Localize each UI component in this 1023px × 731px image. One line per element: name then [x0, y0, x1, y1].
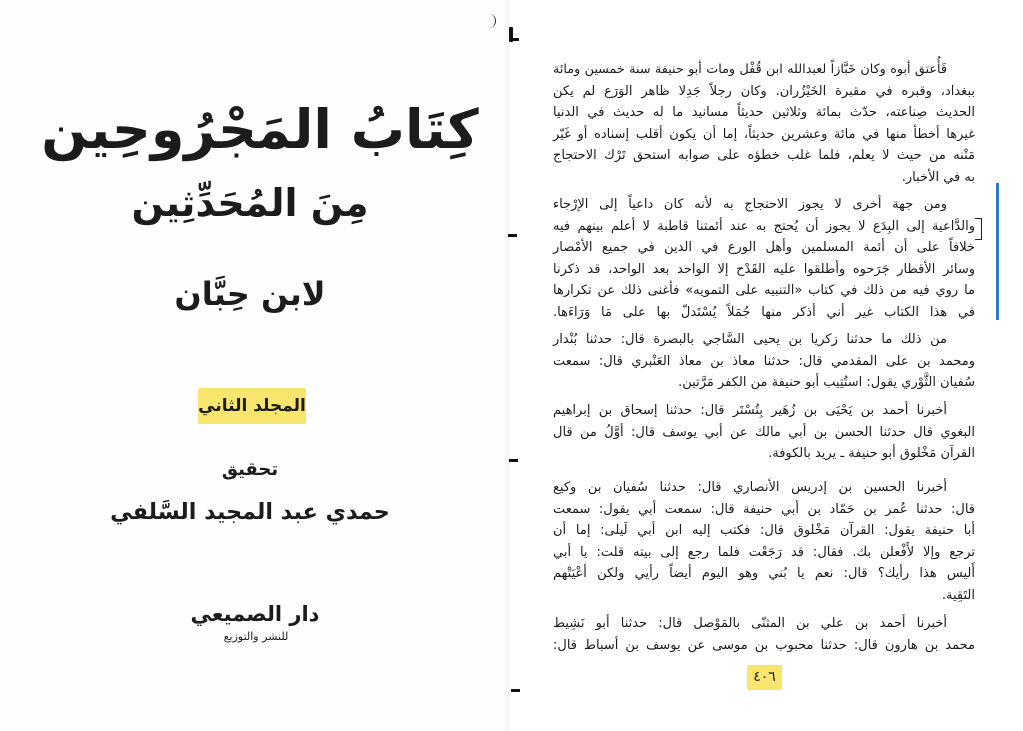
book-subtitle: مِنَ المُحَدِّثِين [131, 181, 369, 225]
text-line: سُفيان الثَّوْري يقول: استُتِيب أبو حنيفة من الكفر مَرَّتين. [678, 375, 975, 390]
scan-mark [509, 459, 518, 462]
paragraph [553, 400, 975, 465]
text-line: أخبرنا الحسين بن إدريس الأنصاري قال: حدثنا سُفيان بن وكيع [553, 480, 947, 495]
text-line: ومحمد بن على المقدمي قال: حدثنا معاذ بن معاذ العَنْبري قال: سمعت [553, 353, 975, 369]
paragraph [553, 194, 975, 323]
text-line: أَليس هذا رأيك؟ قال: نعم يا بُني وهو اليوم أيضاً رأيي ولكن أعْيَتْهم [553, 566, 975, 581]
text-line: فَأُعتق أبوه وكان خَبَّازاً لعبدالله ابن قُفْل ومات أبو حنيفة سنة خمسين ومائة [553, 62, 947, 77]
text-line: ببغداد، وقبره في مقبرة الخَيْزُران. وكان رجلاً جَدِلا ظاهر الوَرَع لم يكن [553, 83, 975, 99]
book-title: كِتَابُ المَجْرُوحِين [41, 98, 479, 161]
text-line: غيرها أخطأ منها في مائة وعشرين حديثاً، إما أن يكون أقلب إسناده أو غَيّر [553, 126, 975, 142]
text-line: القرآن مَخْلوق أبو حنيفة ـ يريد بالكوفة. [768, 446, 975, 461]
scan-mark [511, 689, 520, 692]
book-author: لابن حِبَّان [174, 275, 326, 313]
text-line: البغوي قال حدثنا الحسن بن أبي مالك عن أبي يوسف قال: أوَّلُ من قال [553, 424, 975, 440]
text-line: ومن جهة أخرى لا يجوز الاحتجاج به لأنه كان داعياً إلى الإرْجاء [553, 197, 947, 212]
text-line: مَتْنه من حيث لا يعلم، فلما غلب خطؤه على صوابه استحق تَرْك الاحتجاج [553, 148, 975, 163]
scan-mark [508, 234, 517, 237]
paragraph [553, 613, 975, 656]
paragraph [553, 329, 975, 394]
editor-name: حمدي عبد المجيد السَّلفي [110, 499, 390, 525]
scan-mark [511, 38, 519, 41]
page-number-highlight: ٤٠٦ [747, 665, 782, 690]
text-line: ترجع وإلا لأَفْعلن بك. فقال: قد رَجَعْت فلما رجع إلى بيته قلت: يا أبي [553, 544, 975, 560]
volume-highlight: المجلد الثاني [198, 388, 306, 424]
margin-bracket-mark [975, 218, 982, 240]
text-line: خلافاً على أن أئمة المسلمين وأهل الورع في الدين في جميع الأمْصار [553, 240, 975, 255]
publisher-tagline: للنشر والتوزيع [223, 630, 289, 643]
text-line: ما روي فيه من ذلك في كتاب «التنبيه على التمويه» فأغنى ذلك عن تكرارها [553, 283, 975, 298]
margin-annotation-line [996, 183, 999, 320]
text-line: به في الأخبار. [901, 169, 975, 185]
publisher-name: دار الصميعي [190, 602, 320, 626]
text-line: أخبرنا أحمد بن علي بن المثنّى بالمَوْصل قال: حدثنا أبو نَشِيط [553, 616, 947, 631]
text-line: الحديث صِناعته، حدّث بمائة وثلاثين حديثاً مسانيد ما له حديث في الدنيا [553, 105, 975, 120]
text-line: أبا حنيفة يقول: القرآن مَخْلوق قال: فكتب إليه ابن أبي لَيلى: إما أن [553, 523, 975, 538]
text-line: قال: حدثنا عُمر بن حَمّاد بن أبي حنيفة قال: سمعت أبي يقول: سمعت [553, 501, 975, 517]
text-line: من ذلك ما حدثنا زكريا بن يحيى السَّاجي بالبصرة قال: حدثنا بُنْدار [553, 332, 947, 347]
text-line: وسائر الأقطار جَرَحوه وأطلقوا عليه القَدْح إلا الواحد بعد الواحد، قد ذكرنا [553, 261, 975, 277]
text-line: محمد بن هارون قال: حدثنا محبوب بن موسى عن يوسف بن أسباط قال: [553, 637, 975, 653]
paragraph [553, 477, 975, 606]
paragraph [553, 59, 975, 188]
left-page [0, 0, 505, 731]
text-line: التَقِية. [941, 587, 975, 603]
text-line: في هذا الكتاب غير أني أذكر منها جُمَلاً يُسْتَدلّ بها على مَا وَرَاءَها. [553, 304, 975, 320]
text-line: أخبرنا أحمد بن يَحْيَى بن زُهَير بِتُسْتَر قال: حدثنا إسحاق بن إبراهيم [553, 403, 947, 418]
text-line: والدَّاعية إلى البِدَع لا يجوز أن يُحتج به عند أئمتنا قاطبة لا أعلم بينهم فيه [553, 218, 975, 234]
editor-label: تحقيق [221, 459, 279, 480]
